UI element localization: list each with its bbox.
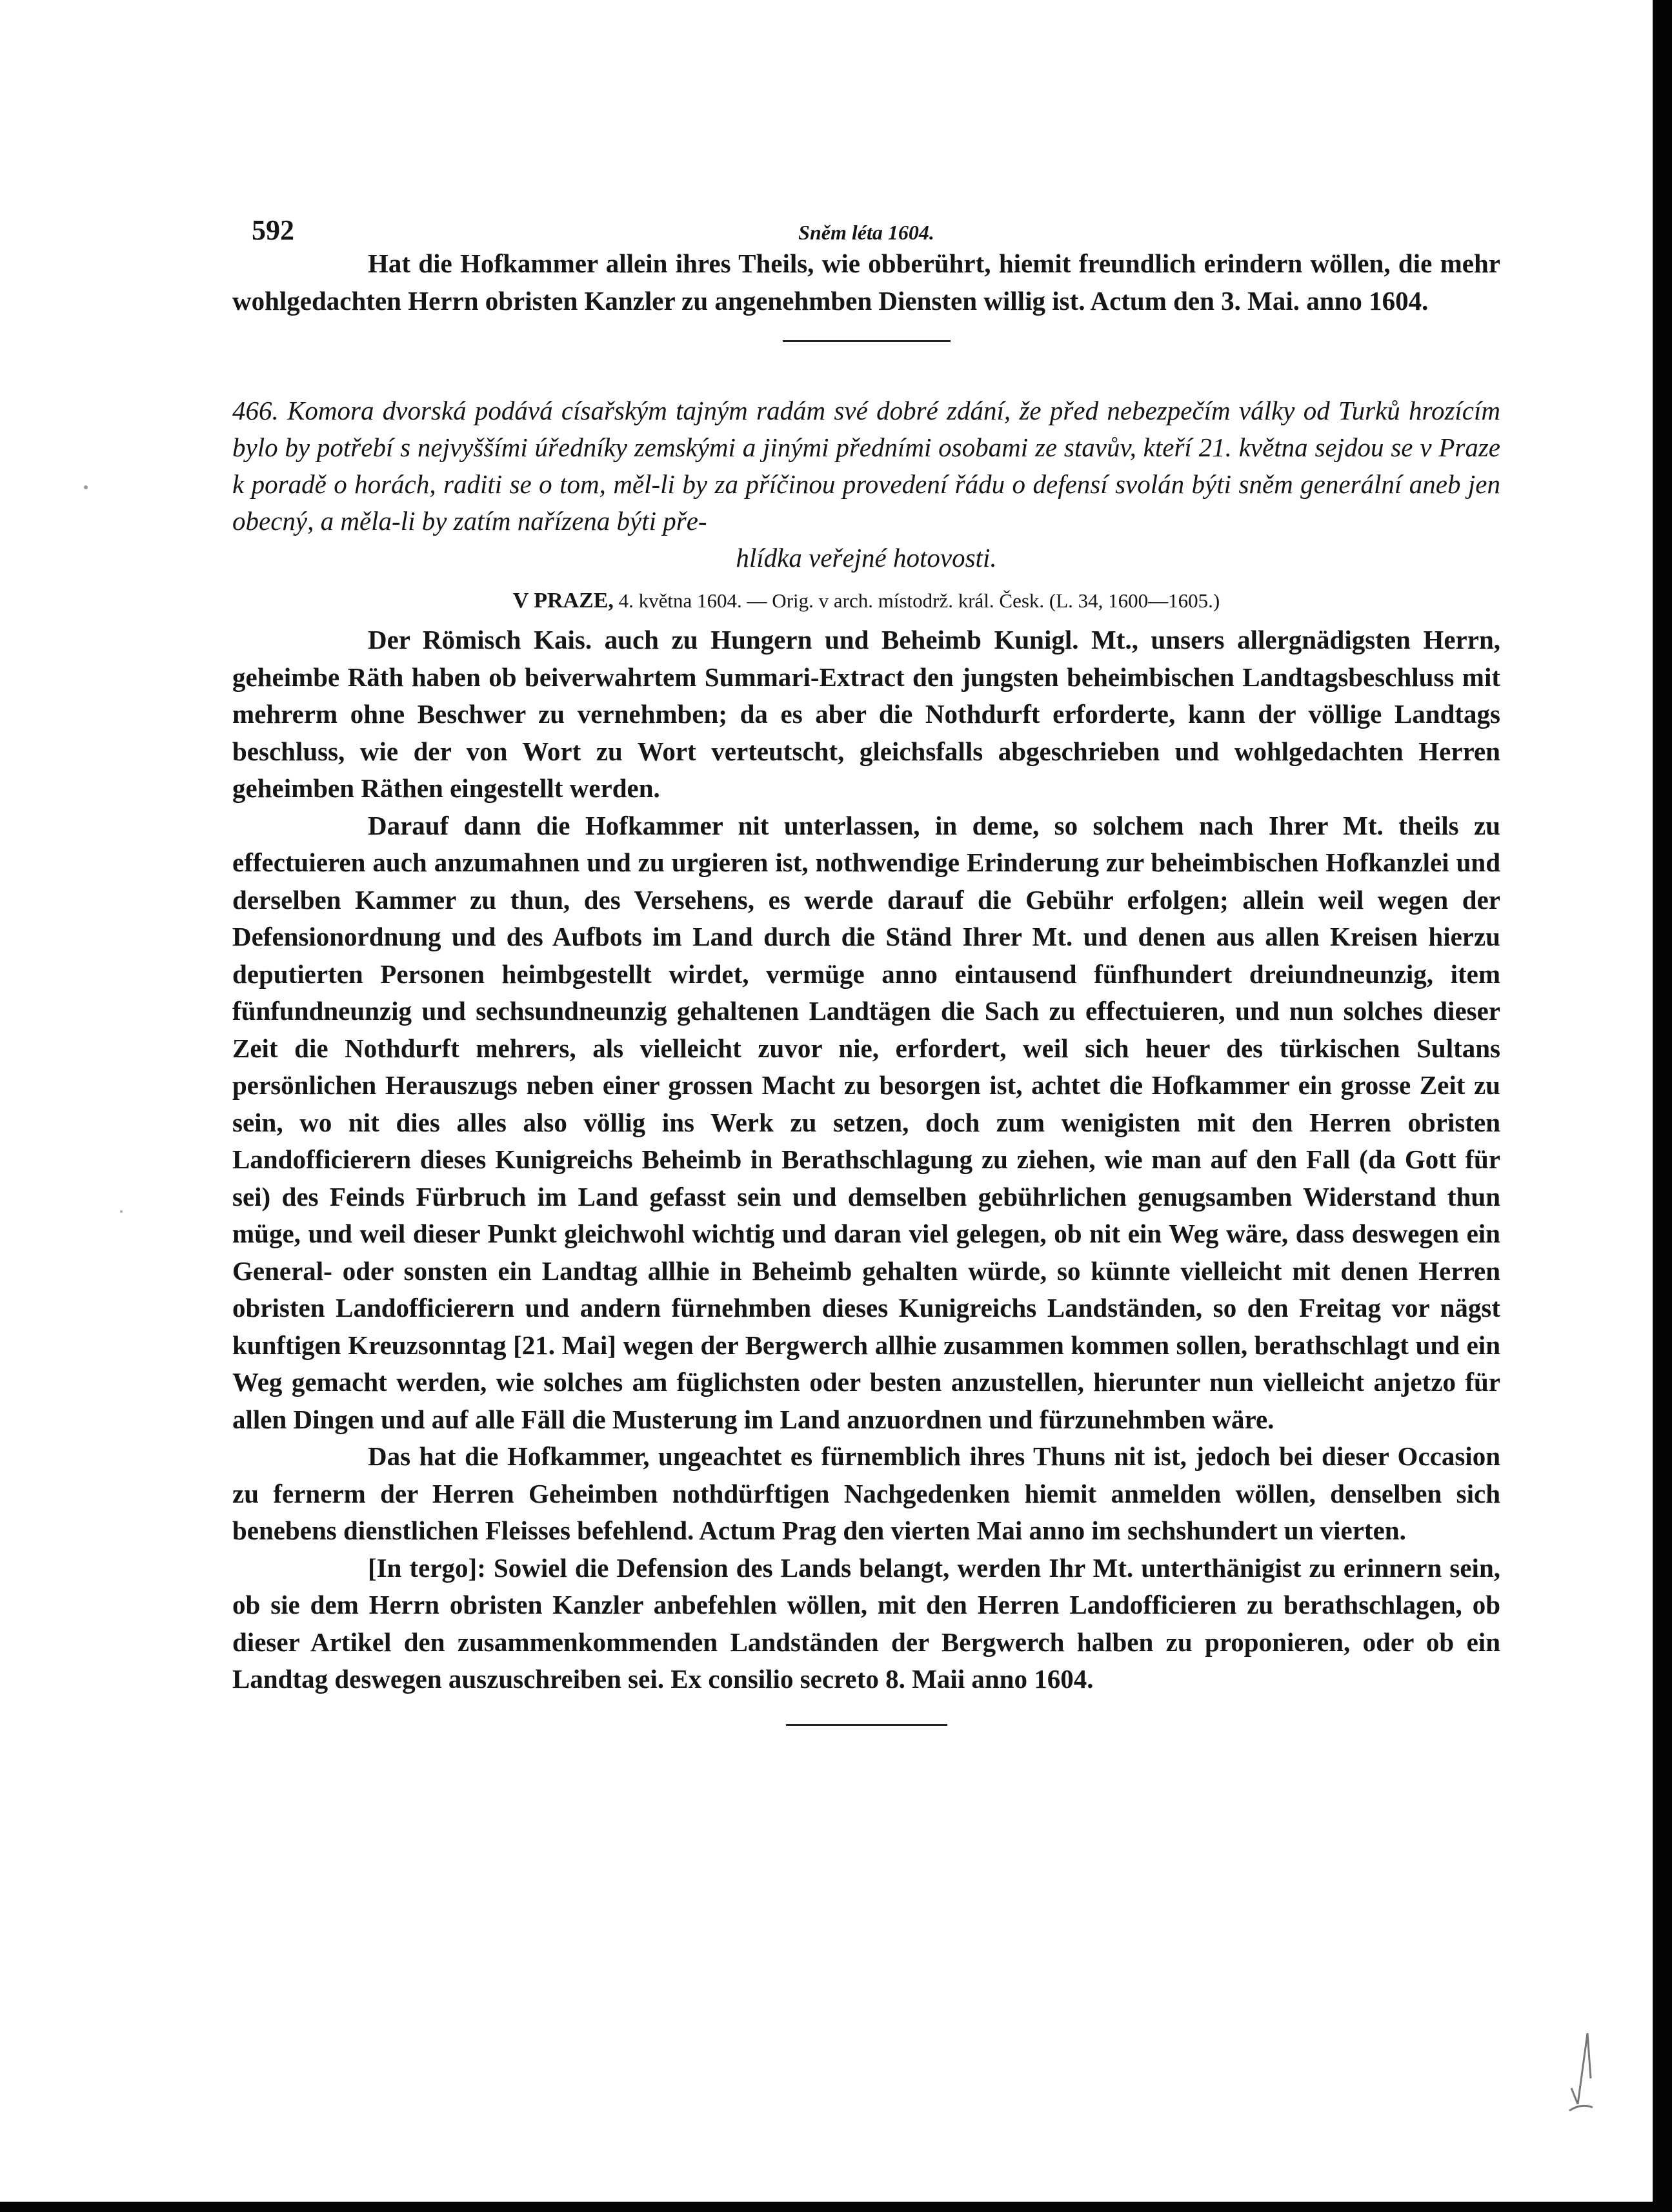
body-paragraph: [In tergo]: Sowiel die Defension des Lands belangt, werden Ihr Mt. unterthänigist zu erinnern sein, ob sie dem Herrn obristen Kanzler anbefehlen wöllen, mit den Herren Landofficieren zu berathschlagen, ob dieser Artikel den zusammenkommenden Landständen der Bergwerch halben zu proponieren, oder ob ein Landtag deswegen auszuschreiben sei. Ex consilio secreto 8. Maii anno 1604. — [232, 1552, 1500, 1694]
document-number: 466. — [232, 396, 279, 425]
running-title: Sněm léta 1604. — [798, 221, 934, 244]
source-place: V PRAZE, — [512, 589, 614, 613]
intro-paragraph: Hat die Hofkammer allein ihres Theils, wie obberührt, hiemit freundlich erindern wöllen, die mehr wohlgedachten Herrn obristen Kanzler zu angenehmben Diensten willig ist. Actum den 3. Mai. anno 1604. — [232, 249, 1500, 316]
margin-speck — [120, 1210, 123, 1213]
page-number: 592 — [252, 214, 294, 246]
document-body — [232, 622, 1500, 1698]
body-paragraph: Darauf dann die Hofkammer nit unterlassen, in deme, so solchem nach Ihrer Mt. theils zu effectuieren auch anzumahnen und zu urgieren ist, nothwendige Erinderung zur beheimbischen Hofkanzlei und derselben Kammer zu thun, des Versehens, es werde darauf die Gebühr erfolgen; allein weil wegen der Defensionordnung und des Aufbots im Land durch die Ständ Ihrer Mt. und denen aus allen Kreisen hierzu deputierten Personen heimbgestellt wirdet, vermüge anno eintausend fünfhundert dreiundneunzig, item fünfundneunzig und sechsundneunzig gehaltenen Landtägen die Sach zu effectuieren, und nun solches dieser Zeit die Nothdurft mehrers, als vielleicht zuvor nie, erfordert, weil sich heuer des türkischen Sultans persönlichen Herauszugs neben einer grossen Macht zu besorgen ist, achtet die Hofkammer ein grosse Zeit zu sein, wo nit dies alles also völlig ins Werk zu setzen, doch zum wenigisten mit den Herren obristen Landofficierern dieses Kunigreichs Beheimb in Berathschlagung zu ziehen, wie man auf den Fall (da Gott für sei) des Feinds Fürbruch im Land gefasst sein und demselben gebührlichen genugsamben Widerstand thun müge, und weil dieser Punkt gleichwohl wichtig und daran viel gelegen, ob nit ein Weg wäre, dass deswegen ein General- oder sonsten ein Landtag allhie in Beheimb gehalten würde, so künnte vielleicht mit denen Herren obristen Landofficierern und andern fürnehmben dieses Kunigreichs Landständen, so den Freitag vor nägst kunftigen Kreuzsonntag [21. Mai] wegen der Bergwerch allhie zusammen kommen sollen, berathschlagt und ein Weg gemacht werden, wie solches am füglichsten oder besten anzustellen, hierunter nun vielleicht anjetzo für allen Dingen und auf alle Fäll die Musterung im Land anzuordnen und fürzunehmben wäre. — [232, 810, 1500, 1434]
document-heading — [232, 392, 1500, 576]
scan-border-bottom — [0, 2202, 1672, 2212]
margin-speck — [84, 485, 88, 489]
page-content — [232, 207, 1500, 1726]
document-heading-text: Komora dvorská podává císařským tajným radám své dobré zdání, že před nebezpečím války od Turků hrozícím bylo by potřebí s nejvyššími úředníky zemskými a jinými předními osobami ze stavův, kteří 21. května sejdou se v Praze k poradě o horách, raditi se o tom, měl-li by za příčinou provedení řádu o defensí svolán býti sněm generální aneb jen obecný, a měla-li by zatím nařízena býti pře- — [232, 396, 1501, 536]
section-divider — [783, 340, 951, 342]
source-citation — [232, 584, 1500, 618]
body-paragraph: Der Römisch Kais. auch zu Hungern und Beheimb Kunigl. Mt., unsers allergnädigsten Herrn, geheimbe Räth haben ob beiverwahrtem Summari-Extract den jungsten beheimbischen Landtagsbeschluss mit mehrerm ohne Beschwer zu vernehmben; da es aber die Nothdurft erforderte, kann der völlige Landtags beschluss, wie der von Wort zu Wort verteutscht, gleichsfalls abgeschrieben und wohlgedachten Herren geheimben Räthen eingestellt werden. — [232, 625, 1500, 803]
handwritten-mark-icon — [1562, 2027, 1600, 2117]
source-details: 4. května 1604. — Orig. v arch. místodrž. král. Česk. (L. 34, 1600—1605.) — [618, 589, 1220, 612]
document-heading-last-line: hlídka veřejné hotovosti. — [736, 543, 997, 573]
body-paragraph: Das hat die Hofkammer, ungeachtet es fürnemblich ihres Thuns nit ist, jedoch bei dieser Occasion zu fernerm der Herren Geheimben nothdürftigen Nachgedenken hiemit anmelden wöllen, denselben sich benebens dienstlichen Fleisses befehlend. Actum Prag den vierten Mai anno im sechshundert un vierten. — [232, 1441, 1500, 1545]
scan-border-right — [1653, 0, 1672, 2212]
page-header — [232, 207, 1500, 245]
section-divider — [786, 1724, 947, 1726]
